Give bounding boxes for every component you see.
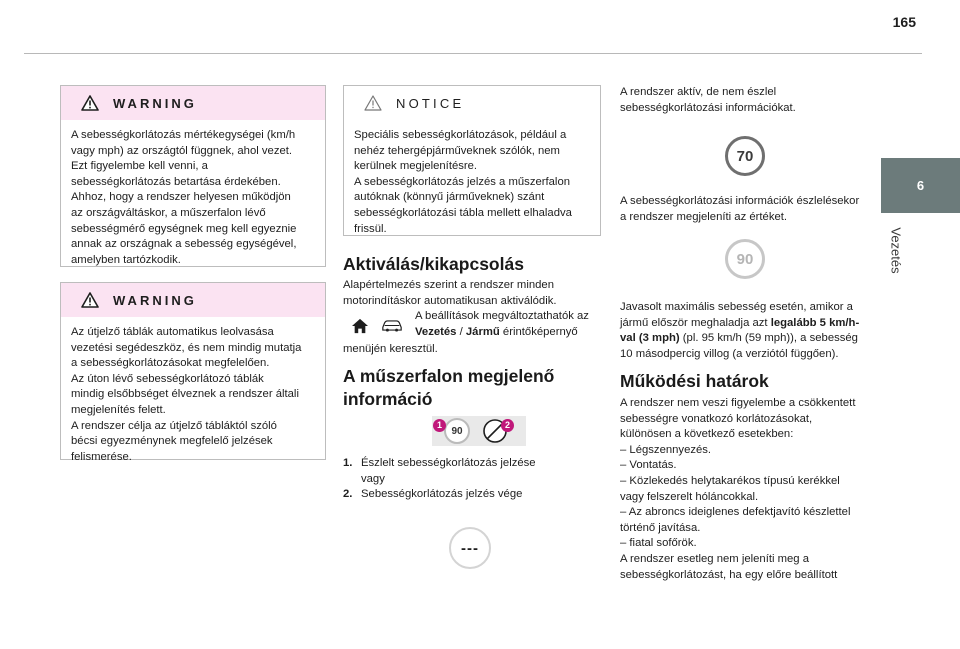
home-icon <box>351 318 369 334</box>
warning-text: A sebességkorlátozás mértékegységei (km/h vagy mph) az országtól függnek, ahol vezet. Ezt figyelembe kell venni, a sebességkorlátozás betartása érdekében. Ahhoz, hogy a rendszer helyesen működjön az országváltáskor, a műszerfalon lévő sebességmérő egységnek meg kell egyeznie annak az országnak a sebesség egységével, amelyben tartózkodik. <box>71 129 297 266</box>
right-paragraph-recommended <box>620 300 886 362</box>
warning-box-units <box>60 85 326 267</box>
menu-path-vezetes: Vezetés <box>415 325 457 338</box>
legend-text: Sebességkorlátozás jelzés vége <box>361 488 523 501</box>
speed-sign-90 <box>725 239 765 279</box>
display-heading: A műszerfalon megjelenő információ <box>343 366 555 409</box>
speed-sign-70 <box>725 136 765 176</box>
notice-header <box>344 86 600 120</box>
callout-2 <box>501 419 514 432</box>
chapter-label <box>887 215 905 285</box>
recommended-text-bold: legalább 5 km/h- val (3 mph) <box>620 316 860 345</box>
recommended-text-b: (pl. 95 km/h (59 mph)), a sebesség 10 másodpercig villog (a verziótól függően). <box>620 332 858 360</box>
no-limit-dashes: --- <box>461 539 479 557</box>
legend-number: 1. <box>343 457 353 469</box>
activation-menu-row <box>343 309 605 342</box>
right-paragraph-inactive <box>620 85 882 116</box>
warning-triangle-icon <box>81 95 99 111</box>
right-paragraph-detected <box>620 194 882 225</box>
limits-section <box>620 396 882 583</box>
page-number: 165 <box>892 14 916 30</box>
warning-triangle-icon <box>81 292 99 308</box>
chapter-tab[interactable]: 6 <box>881 158 960 213</box>
menu-instruction-pre: A beállítások megváltoztathatók az <box>415 310 589 323</box>
speed-sign-90-value: 90 <box>736 250 754 268</box>
callout-1 <box>433 419 446 432</box>
warning-title: WARNING <box>113 95 197 111</box>
limits-heading: Működési határok <box>620 371 769 391</box>
warning-title: WARNING <box>113 292 197 308</box>
legend-item <box>343 456 605 487</box>
car-icon <box>381 318 403 333</box>
speed-sign-70-value: 70 <box>736 147 754 165</box>
no-limit-info-sign <box>449 527 491 569</box>
legend-item <box>343 487 605 503</box>
header-divider <box>24 53 922 54</box>
speed-limit-value: 90 <box>451 425 463 437</box>
notice-body <box>344 120 600 245</box>
notice-title: NOTICE <box>396 95 465 111</box>
warning-body <box>61 317 325 473</box>
notice-text: Speciális sebességkorlátozások, például a nehéz tehergépjárműveknek szólók, nem kerülnek megjelenítésre. A sebességkorlátozás jelzés a műszerfalon autóknak (könnyű járműveknek) szánt sebességkorlátozási tábla mellett elhaladva frissül. <box>354 129 572 235</box>
menu-instruction-post: érintőképernyő <box>499 325 578 338</box>
warning-text: Az útjelző táblák automatikus leolvasása vezetési segédeszköz, és nem mindig mutatja a sebességkorlátozásokat megfelelően. Az úton lévő sebességkorlátozó táblák mindig elsőbbséget élveznek a rendszer általi megjelenítés felett. A rendszer célja az útjelző tábláktól szóló bécsi egyezménynek megfelelő jelzések felismerése. <box>71 326 302 463</box>
warning-header <box>61 283 325 317</box>
warning-box-reading <box>60 282 326 463</box>
limits-text: A rendszer nem veszi figyelembe a csökkentett sebességre vonatkozó korlátozásokat, különösen a következő esetekben: – Légszennyezés. – Vontatás. – Közlekedés helytakarékos típusú kerékkel vagy felszerelt hóláncokkal. – Az abroncs ideiglenes defektjavító készlettel történő javítása. – fiatal sofőrök. A rendszer esetleg nem jeleníti meg a sebességkorlátozást, ha egy előre beállított <box>620 397 856 581</box>
menu-path-separator: / <box>456 325 466 338</box>
legend-text: Észlelt sebességkorlátozás jelzése vagy <box>361 457 536 485</box>
inactive-text: A rendszer aktív, de nem észlel sebességkorlátozási információkat. <box>620 86 796 114</box>
callout-2-label: 2 <box>504 420 510 430</box>
activation-heading: Aktiválás/kikapcsolás <box>343 254 524 274</box>
callout-1-label: 1 <box>436 420 442 430</box>
menu-path-jarmu: Jármű <box>465 325 500 338</box>
legend-number: 2. <box>343 488 353 501</box>
activation-intro: Alapértelmezés szerint a rendszer minden motorindításkor automatikusan aktiválódik. <box>343 279 557 307</box>
menu-instruction-end: menüjén keresztül. <box>343 343 438 356</box>
notice-triangle-icon <box>364 95 382 111</box>
speed-limit-sign <box>444 418 470 444</box>
warning-body <box>61 120 325 276</box>
recommended-text-a: Javasolt maximális sebesség esetén, amikor a jármű először meghaladja azt <box>620 301 853 329</box>
activation-section <box>343 278 605 358</box>
warning-header <box>61 86 325 120</box>
display-legend-list <box>343 456 605 503</box>
notice-box <box>343 85 601 236</box>
chapter-label-text: Vezetés <box>888 227 904 274</box>
detected-text: A sebességkorlátozási információk észlelésekor a rendszer megjeleníti az értéket. <box>620 195 860 223</box>
